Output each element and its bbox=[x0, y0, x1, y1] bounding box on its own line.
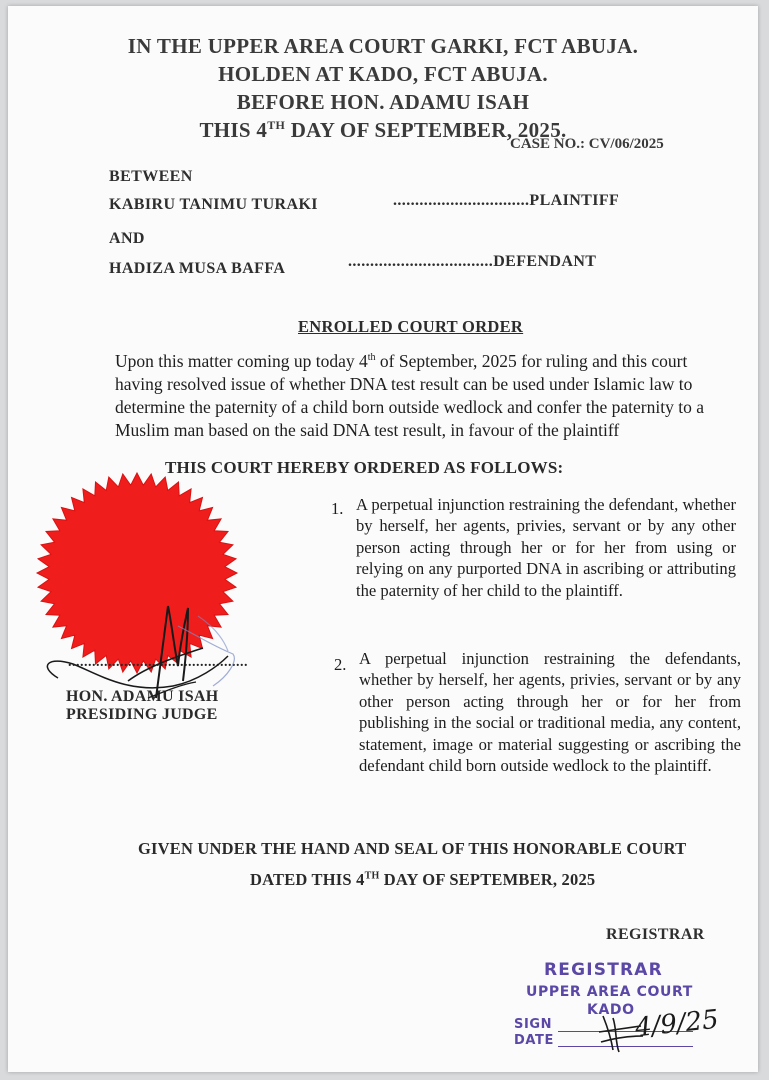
judge-signature bbox=[28, 586, 268, 716]
order-2-number: 2. bbox=[334, 655, 347, 674]
given-line-1: GIVEN UNDER THE HAND AND SEAL OF THIS HONORABLE COURT bbox=[138, 839, 687, 858]
court-location: HOLDEN AT KADO, FCT ABUJA. bbox=[218, 62, 548, 86]
order-1-text: A perpetual injunction restraining the defendant, whether by herself, her agents, privies, servant or by any other person acting through her or for her from using or relying on any purported DNA in ascribing or attributing the paternity of her child to the plaintiff. bbox=[356, 495, 736, 600]
judge-line: BEFORE HON. ADAMU ISAH bbox=[236, 90, 530, 114]
handwritten-date: 4/9/25 bbox=[633, 1004, 721, 1044]
judge-title: PRESIDING JUDGE bbox=[66, 706, 218, 723]
header-date: THIS 4TH DAY OF SEPTEMBER, 2025. bbox=[199, 118, 567, 142]
judge-name: HON. ADAMU ISAH bbox=[66, 688, 219, 705]
stamp-registrar-title: REGISTRAR bbox=[544, 960, 663, 980]
ordered-heading: THIS COURT HEREBY ORDERED AS FOLLOWS: bbox=[165, 458, 564, 477]
preamble-line-3: determine the paternity of a child born outside wedlock and confer the paternity to a bbox=[115, 397, 704, 417]
given-line-2: DATED THIS 4TH DAY OF SEPTEMBER, 2025 bbox=[250, 870, 596, 889]
order-1-number: 1. bbox=[331, 499, 344, 518]
registrar-label: REGISTRAR bbox=[606, 926, 705, 943]
and-label: AND bbox=[109, 230, 145, 247]
preamble-line-1: Upon this matter coming up today 4th of September, 2025 for ruling and this court bbox=[115, 351, 688, 371]
stamp-sign-label: SIGN bbox=[514, 1017, 553, 1032]
stamp-court: UPPER AREA COURT bbox=[526, 984, 693, 1000]
stamp-place: KADO bbox=[587, 1002, 635, 1018]
order-2-text: A perpetual injunction restraining the defendants, whether by herself, her agents, privies, servant or by any other person acting through her or for her from publishing in the social or traditional media, any content, statement, image or material suggesting or ascribing the defendant child born outside wedlock to the plaintiff. bbox=[359, 649, 741, 776]
plaintiff-name: KABIRU TANIMU TURAKI bbox=[109, 196, 318, 213]
preamble-line-2: having resolved issue of whether DNA test result can be used under Islamic law to bbox=[115, 374, 693, 394]
defendant-role: .................................DEFENDANT bbox=[348, 253, 597, 270]
stamp-date-label: DATE bbox=[514, 1033, 554, 1048]
defendant-name: HADIZA MUSA BAFFA bbox=[109, 260, 286, 277]
order-title: ENROLLED COURT ORDER bbox=[298, 317, 524, 336]
judge-signature-line: ............................................. bbox=[68, 655, 248, 670]
case-number: CASE NO.: CV/06/2025 bbox=[510, 136, 664, 152]
document-page bbox=[8, 6, 758, 1072]
between-label: BETWEEN bbox=[109, 168, 193, 185]
court-name: IN THE UPPER AREA COURT GARKI, FCT ABUJA. bbox=[127, 34, 639, 58]
preamble-line-4: Muslim man based on the said DNA test result, in favour of the plaintiff bbox=[115, 420, 620, 440]
plaintiff-role: ...............................PLAINTIFF bbox=[393, 192, 620, 209]
